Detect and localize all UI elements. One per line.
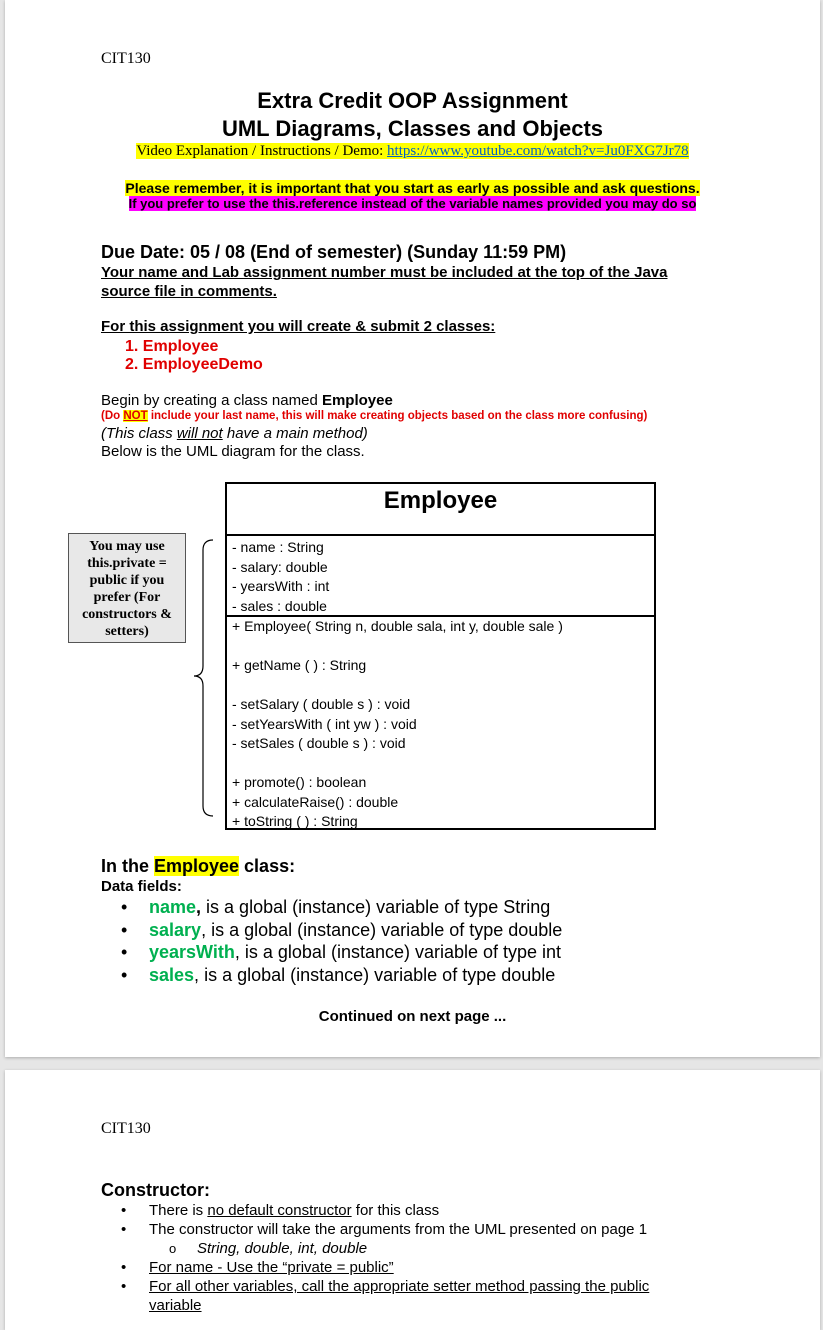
title-line-1: Extra Credit OOP Assignment: [257, 88, 568, 113]
note-line: this.private =: [87, 556, 167, 571]
below-uml-text: Below is the UML diagram for the class.: [101, 443, 365, 460]
field-punct: ,: [201, 919, 207, 940]
constructor-sub-item: o String, double, int, double: [101, 1239, 741, 1258]
video-link[interactable]: https://www.youtube.com/watch?v=Ju0FXG7Jr78: [387, 143, 689, 159]
uml-field: - name : String: [232, 539, 324, 555]
do-not-rest: include your last name, this will make creating objects based on the class more confusing): [147, 410, 648, 422]
constructor-item: • For name - Use the “private = public”: [101, 1258, 741, 1277]
begin-prefix: Begin by creating a class named: [101, 392, 322, 409]
uml-diagram: [225, 482, 656, 830]
data-fields-list: [101, 897, 562, 987]
uml-public-method: + promote() : boolean: [232, 774, 367, 790]
constructor-item: [101, 1277, 741, 1315]
uml-field: - sales : double: [232, 597, 327, 614]
no-main-rest: have a main method): [222, 425, 368, 442]
data-field-item: [101, 965, 562, 988]
constructor-item: [101, 1201, 741, 1220]
note-line: setters): [105, 624, 149, 639]
course-code: CIT130: [101, 50, 151, 67]
uml-public-method: + toString ( ) : String: [232, 813, 358, 829]
classes-heading: For this assignment you will create & submit 2 classes:: [101, 318, 496, 335]
field-punct: ,: [234, 942, 240, 962]
no-main-will-not: will not: [176, 425, 223, 442]
begin-class-name: Employee: [321, 392, 393, 409]
c1-underlined: no default constructor: [207, 1202, 352, 1219]
constructor-heading: Constructor:: [101, 1180, 210, 1200]
uml-constructor: + Employee( String n, double sala, int y, double sale ): [232, 618, 563, 634]
do-not-note: [101, 410, 647, 422]
c1-prefix: There is: [149, 1202, 208, 1219]
uml-methods: [227, 617, 654, 832]
curly-brace-icon: [191, 538, 219, 818]
continued-note: Continued on next page ...: [318, 1008, 507, 1025]
constructor-list: [101, 1201, 741, 1315]
this-reference-line: [5, 196, 820, 211]
reminder-line: [5, 180, 820, 196]
field-name: yearsWith: [149, 942, 235, 962]
note-line: public if you: [89, 573, 165, 588]
no-main-prefix: (This class: [101, 425, 177, 442]
note-line: prefer (For: [93, 590, 161, 605]
constructor-item: • The constructor will take the arguments from the UML presented on page 1: [101, 1220, 741, 1239]
field-desc: is a global (instance) variable of type double: [199, 964, 556, 985]
field-desc: is a global (instance) variable of type double: [206, 919, 563, 940]
do-not-word: NOT: [123, 410, 148, 422]
data-field-item: [101, 920, 562, 943]
field-name: name: [149, 897, 197, 917]
c4-line-1: For all other variables, call the appropriate setter method passing the public: [149, 1278, 650, 1295]
field-name: salary: [149, 919, 202, 940]
in-class-heading: [101, 856, 295, 877]
uml-setter: - setYearsWith ( int yw ) : void: [232, 715, 417, 732]
note-line: You may use: [89, 539, 165, 554]
video-line: [5, 143, 820, 160]
field-desc: is a global (instance) variable of type String: [201, 897, 551, 917]
uml-setter: - setSales ( double s ) : void: [232, 735, 406, 751]
field-name: sales: [149, 964, 195, 985]
note-box: [68, 533, 186, 643]
data-field-item: [101, 897, 562, 920]
video-label: Video Explanation / Instructions / Demo:: [136, 143, 388, 159]
name-requirement-line-1: Your name and Lab assignment number must be included at the top of the Java: [101, 264, 668, 281]
page-2: [5, 1070, 820, 1330]
no-main-note: [101, 425, 368, 442]
uml-public-method: + calculateRaise() : double: [232, 793, 399, 810]
in-class-name: Employee: [154, 856, 240, 876]
course-code-page-2: CIT130: [101, 1120, 151, 1137]
data-field-item: [101, 942, 562, 965]
due-date: Due Date: 05 / 08 (End of semester) (Sunday 11:59 PM): [101, 242, 567, 262]
uml-field: - salary: double: [232, 558, 328, 575]
reminder-text: Please remember, it is important that you start as early as possible and ask questions.: [125, 180, 700, 196]
note-line: constructors &: [82, 607, 172, 622]
class-item-employee-demo: 2. EmployeeDemo: [125, 356, 263, 373]
uml-field: - yearsWith : int: [232, 578, 330, 594]
uml-class-name: Employee: [227, 484, 654, 536]
classes-list: [125, 338, 263, 374]
c1-suffix: for this class: [351, 1202, 440, 1219]
this-reference-text: If you prefer to use the this.reference instead of the variable names provided you may do so: [128, 196, 697, 211]
begin-text: [101, 392, 393, 409]
field-punct: ,: [194, 964, 200, 985]
in-the-prefix: In the: [101, 856, 154, 876]
page-1: [5, 0, 820, 1057]
in-class-suffix: class:: [239, 856, 296, 876]
uml-setter: - setSalary ( double s ) : void: [232, 696, 411, 712]
class-item-employee: 1. Employee: [125, 338, 219, 355]
uml-getter: + getName ( ) : String: [232, 657, 367, 673]
do-not-prefix: (Do: [101, 410, 124, 422]
field-desc: is a global (instance) variable of type int: [239, 942, 562, 962]
title-line-2: UML Diagrams, Classes and Objects: [221, 116, 604, 141]
c4-line-2: variable: [149, 1297, 202, 1314]
data-fields-label: Data fields:: [101, 878, 182, 895]
field-punct: ,: [196, 897, 202, 917]
name-requirement-line-2: source file in comments.: [101, 283, 277, 300]
uml-fields: [227, 536, 654, 617]
